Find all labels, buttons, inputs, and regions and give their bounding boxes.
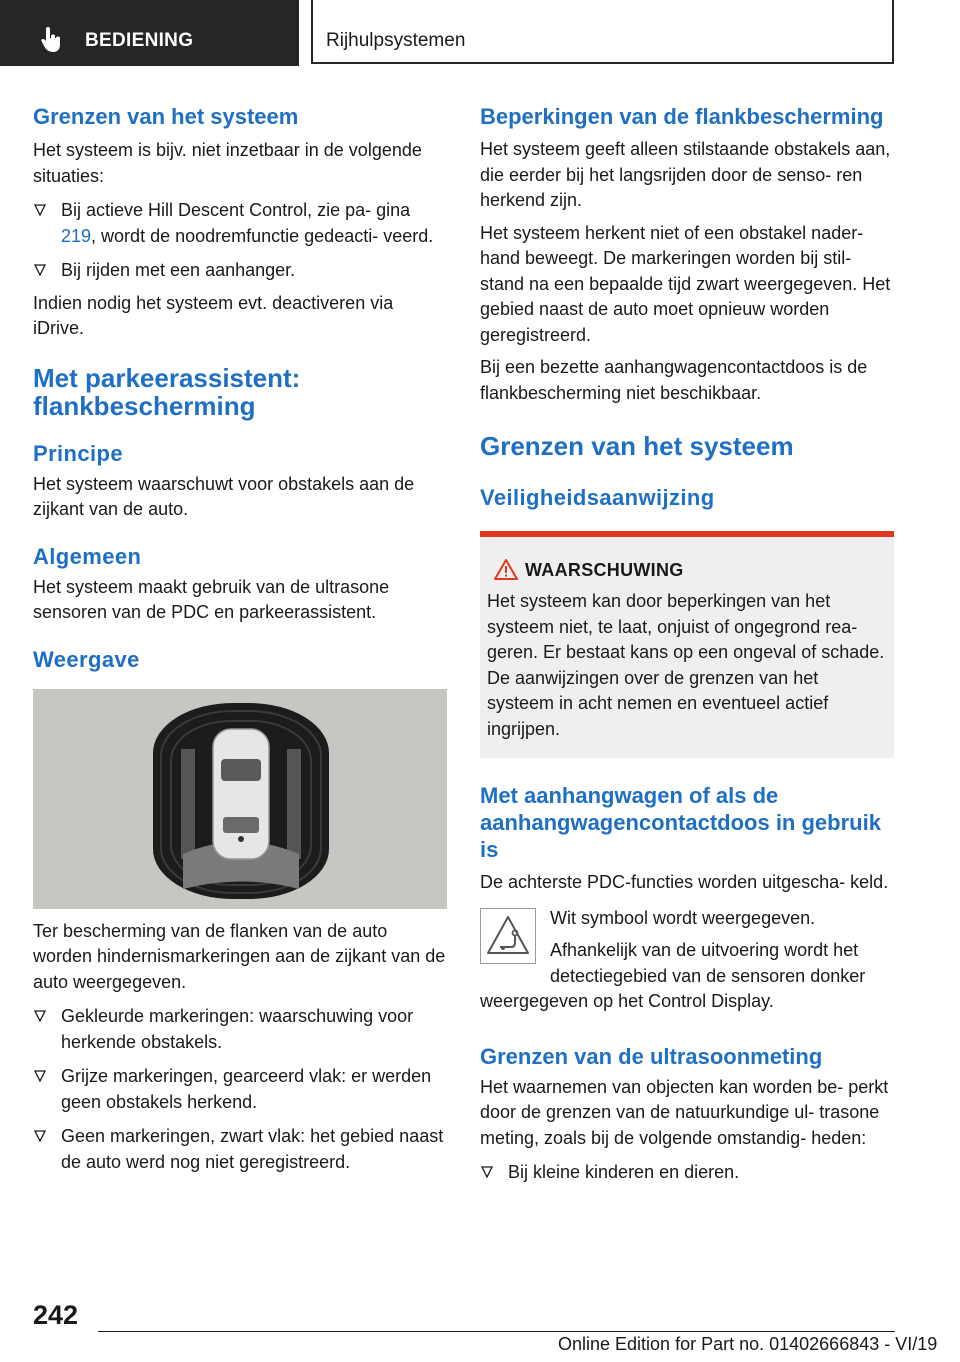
paragraph: Het waarnemen van objecten kan worden be‐ perkt door de grenzen van de natuurkundige ul‐ trasone meting, zoals bij de volgende omstandig‐ heden: <box>480 1076 889 1148</box>
page-link[interactable]: 219 <box>61 225 92 246</box>
heading-algemeen: Algemeen <box>33 543 142 569</box>
heading-ultrasoonmeting: Grenzen van de ultrasoonmeting <box>480 1043 823 1069</box>
paragraph: De achterste PDC-functies worden uitgescha‐ keld. <box>480 872 889 892</box>
flank-protection-figure <box>33 689 447 909</box>
paragraph: Het systeem herkent niet of een obstakel nader‐ hand beweegt. De markeringen worden bij stil‐ stand na een bepaalde tijd zwart weergegeven. Het gebied naast de auto moet opnieuw worden geregistreerd. <box>480 222 891 345</box>
list-item: Grijze markeringen, gearceerd vlak: er werden geen obstakels herkend. <box>33 1064 449 1115</box>
paragraph: Het systeem geeft alleen stilstaande obstakels aan, die eerder bij het langsrijden door de senso‐ ren herkend zijn. <box>480 139 891 210</box>
section-tab <box>0 0 299 66</box>
warning-triangle-icon <box>494 559 518 580</box>
triangle-bullet-icon <box>34 1010 46 1022</box>
right-column <box>480 103 895 1186</box>
triangle-bullet-icon <box>34 204 46 216</box>
footer-divider <box>98 1331 895 1332</box>
symbol-block <box>480 906 895 1015</box>
left-column <box>33 103 449 1175</box>
list-item: Bij rijden met een aanhanger. <box>33 258 449 284</box>
heading-weergave: Weergave <box>33 646 140 672</box>
chapter-header <box>311 0 894 64</box>
heading-met-parkeerassistent: Met parkeerassistent: flankbescherming <box>33 362 301 421</box>
paragraph: Ter bescherming van de flanken van de auto worden hindernismarkeringen aan de zijkant van de auto weergegeven. <box>33 920 446 992</box>
hand-pointer-icon <box>41 27 63 53</box>
triangle-bullet-icon <box>481 1166 493 1178</box>
trailer-warning-symbol-icon <box>480 908 536 964</box>
paragraph: Afhankelijk van de uitvoering wordt het detectiegebied van de sensoren donker weergegeven op het Control Display. <box>480 940 866 1011</box>
heading-beperkingen: Beperkingen van de flankbescherming <box>480 104 884 129</box>
parking-display-illustration <box>33 689 447 909</box>
paragraph: Bij een bezette aanhangwagencontactdoos is de flankbescherming niet beschikbaar. <box>480 357 868 403</box>
warning-box <box>480 531 894 758</box>
page-number: 242 <box>33 1300 79 1330</box>
triangle-bullet-icon <box>34 1070 46 1082</box>
triangle-bullet-icon <box>34 1130 46 1142</box>
warning-text: Het systeem kan door beperkingen van het systeem niet, te laat, onjuist of ongegrond rea‐ geren. Er bestaat kans op een ongeval of schade. De aanwijzingen over de grenzen van het systeem in acht nemen en eventueel actief ingrijpen. <box>487 591 885 739</box>
paragraph: Het systeem waarschuwt voor obstakels aan de zijkant van de auto. <box>33 473 415 519</box>
section-label: BEDIENING <box>85 30 194 51</box>
chapter-title: Rijhulpsystemen <box>326 30 466 51</box>
list-item: Bij actieve Hill Descent Control, zie pa‐ gina 219, wordt de noodremfunctie gedeacti‐ veerd. <box>33 198 449 249</box>
heading-veiligheidsaanwijzing: Veiligheidsaanwijzing <box>480 485 715 510</box>
edition-note: Online Edition for Part no. 01402666843 - VI/19 <box>558 1334 938 1354</box>
heading-aanhangwagen: Met aanhangwagen of als de aanhangwagencontactdoos in gebruik is <box>480 783 881 862</box>
heading-grenzen-systeem: Grenzen van het systeem <box>480 431 794 461</box>
warning-title: WAARSCHUWING <box>525 560 684 580</box>
list-item: Geen markeringen, zwart vlak: het gebied naast de auto werd nog niet geregistreerd. <box>33 1124 449 1175</box>
paragraph: Indien nodig het systeem evt. deactiveren via iDrive. <box>33 292 394 338</box>
heading-principe: Principe <box>33 440 124 466</box>
heading-grenzen: Grenzen van het systeem <box>33 104 299 129</box>
triangle-bullet-icon <box>34 264 46 276</box>
paragraph: Wit symbool wordt weergegeven. <box>550 907 816 928</box>
paragraph: Het systeem maakt gebruik van de ultrasone sensoren van de PDC en parkeerassistent. <box>33 576 390 622</box>
list-item: Bij kleine kinderen en dieren. <box>480 1160 895 1186</box>
list-item: Gekleurde markeringen: waarschuwing voor herkende obstakels. <box>33 1004 449 1055</box>
paragraph: Het systeem is bijv. niet inzetbaar in de volgende situaties: <box>33 140 422 186</box>
